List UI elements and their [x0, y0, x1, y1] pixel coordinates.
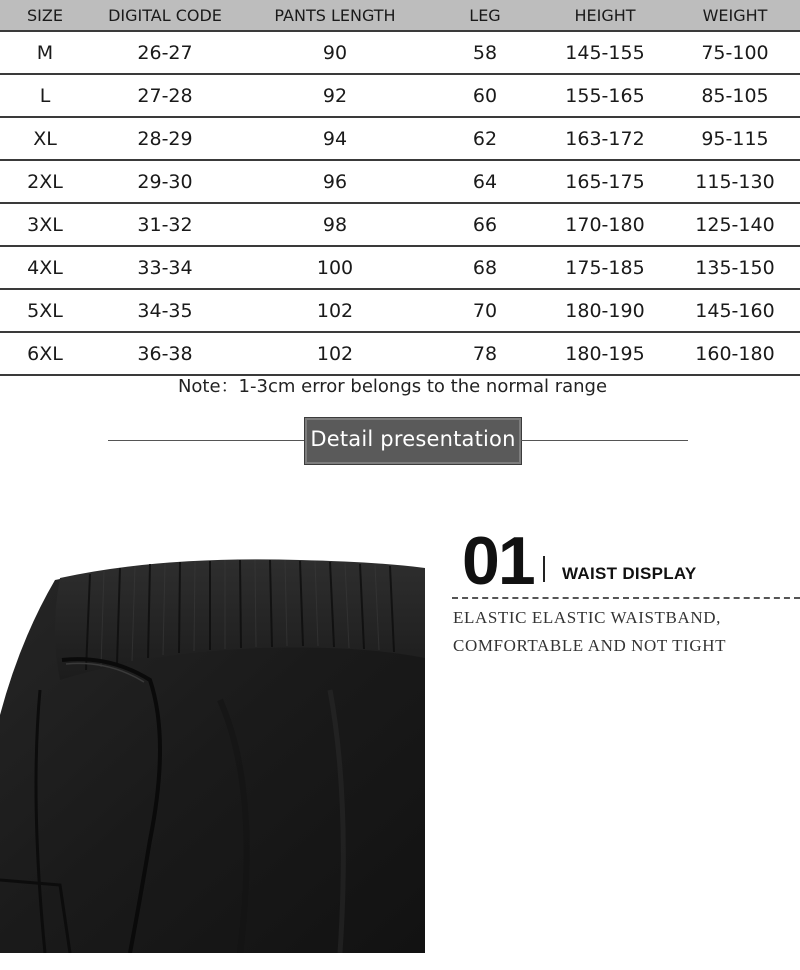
- cell-weight: 95-115: [670, 117, 800, 160]
- cell-size: M: [0, 31, 90, 74]
- cell-leg: 68: [430, 246, 540, 289]
- cell-digital-code: 29-30: [90, 160, 240, 203]
- cell-pants-length: 102: [240, 332, 430, 375]
- cell-weight: 135-150: [670, 246, 800, 289]
- description-line: ELASTIC ELASTIC WAISTBAND,: [453, 608, 721, 627]
- cell-pants-length: 96: [240, 160, 430, 203]
- cell-digital-code: 27-28: [90, 74, 240, 117]
- cell-height: 165-175: [540, 160, 670, 203]
- cell-pants-length: 98: [240, 203, 430, 246]
- column-header-size: SIZE: [0, 0, 90, 31]
- column-header-height: HEIGHT: [540, 0, 670, 31]
- cell-digital-code: 28-29: [90, 117, 240, 160]
- cell-size: 6XL: [0, 332, 90, 375]
- cell-digital-code: 31-32: [90, 203, 240, 246]
- description-line: COMFORTABLE AND NOT TIGHT: [453, 636, 727, 655]
- cell-height: 175-185: [540, 246, 670, 289]
- cell-leg: 58: [430, 31, 540, 74]
- column-header-pants-length: PANTS LENGTH: [240, 0, 430, 31]
- table-row: [0, 74, 800, 117]
- cell-pants-length: 94: [240, 117, 430, 160]
- cell-leg: 64: [430, 160, 540, 203]
- cell-size: 3XL: [0, 203, 90, 246]
- cell-pants-length: 90: [240, 31, 430, 74]
- cell-height: 145-155: [540, 31, 670, 74]
- cell-pants-length: 92: [240, 74, 430, 117]
- cell-pants-length: 100: [240, 246, 430, 289]
- table-row: [0, 332, 800, 375]
- waistband-product-photo: [0, 540, 425, 953]
- table-row: [0, 160, 800, 203]
- table-row: [0, 203, 800, 246]
- table-row: [0, 117, 800, 160]
- column-header-weight: WEIGHT: [670, 0, 800, 31]
- section-title: WAIST DISPLAY: [562, 564, 697, 583]
- cell-leg: 62: [430, 117, 540, 160]
- cell-size: 5XL: [0, 289, 90, 332]
- section-number: 01: [462, 523, 534, 599]
- cell-size: 4XL: [0, 246, 90, 289]
- title-separator-bar: [543, 556, 545, 582]
- cell-height: 180-190: [540, 289, 670, 332]
- divider-line-left: [108, 440, 306, 441]
- cell-weight: 125-140: [670, 203, 800, 246]
- section-description: [453, 604, 793, 660]
- cell-height: 155-165: [540, 74, 670, 117]
- cell-digital-code: 34-35: [90, 289, 240, 332]
- cell-leg: 70: [430, 289, 540, 332]
- dashed-divider: [452, 597, 800, 599]
- size-chart-header-row: [0, 0, 800, 31]
- detail-presentation-label: Detail presentation: [310, 427, 516, 451]
- divider-line-right: [521, 440, 688, 441]
- cell-height: 163-172: [540, 117, 670, 160]
- cell-digital-code: 33-34: [90, 246, 240, 289]
- table-row: [0, 289, 800, 332]
- cell-digital-code: 26-27: [90, 31, 240, 74]
- cell-size: L: [0, 74, 90, 117]
- table-row: [0, 31, 800, 74]
- column-header-digital-code: DIGITAL CODE: [90, 0, 240, 31]
- cell-size: XL: [0, 117, 90, 160]
- pants-waistband-illustration: [0, 540, 425, 953]
- cell-weight: 145-160: [670, 289, 800, 332]
- cell-height: 180-195: [540, 332, 670, 375]
- size-chart-table: [0, 0, 800, 376]
- cell-weight: 160-180: [670, 332, 800, 375]
- cell-weight: 75-100: [670, 31, 800, 74]
- cell-height: 170-180: [540, 203, 670, 246]
- cell-pants-length: 102: [240, 289, 430, 332]
- table-row: [0, 246, 800, 289]
- cell-leg: 60: [430, 74, 540, 117]
- cell-leg: 66: [430, 203, 540, 246]
- cell-leg: 78: [430, 332, 540, 375]
- size-note: Note：1-3cm error belongs to the normal range: [177, 376, 608, 397]
- cell-weight: 85-105: [670, 74, 800, 117]
- cell-size: 2XL: [0, 160, 90, 203]
- cell-digital-code: 36-38: [90, 332, 240, 375]
- detail-presentation-banner: [305, 418, 521, 464]
- column-header-leg: LEG: [430, 0, 540, 31]
- cell-weight: 115-130: [670, 160, 800, 203]
